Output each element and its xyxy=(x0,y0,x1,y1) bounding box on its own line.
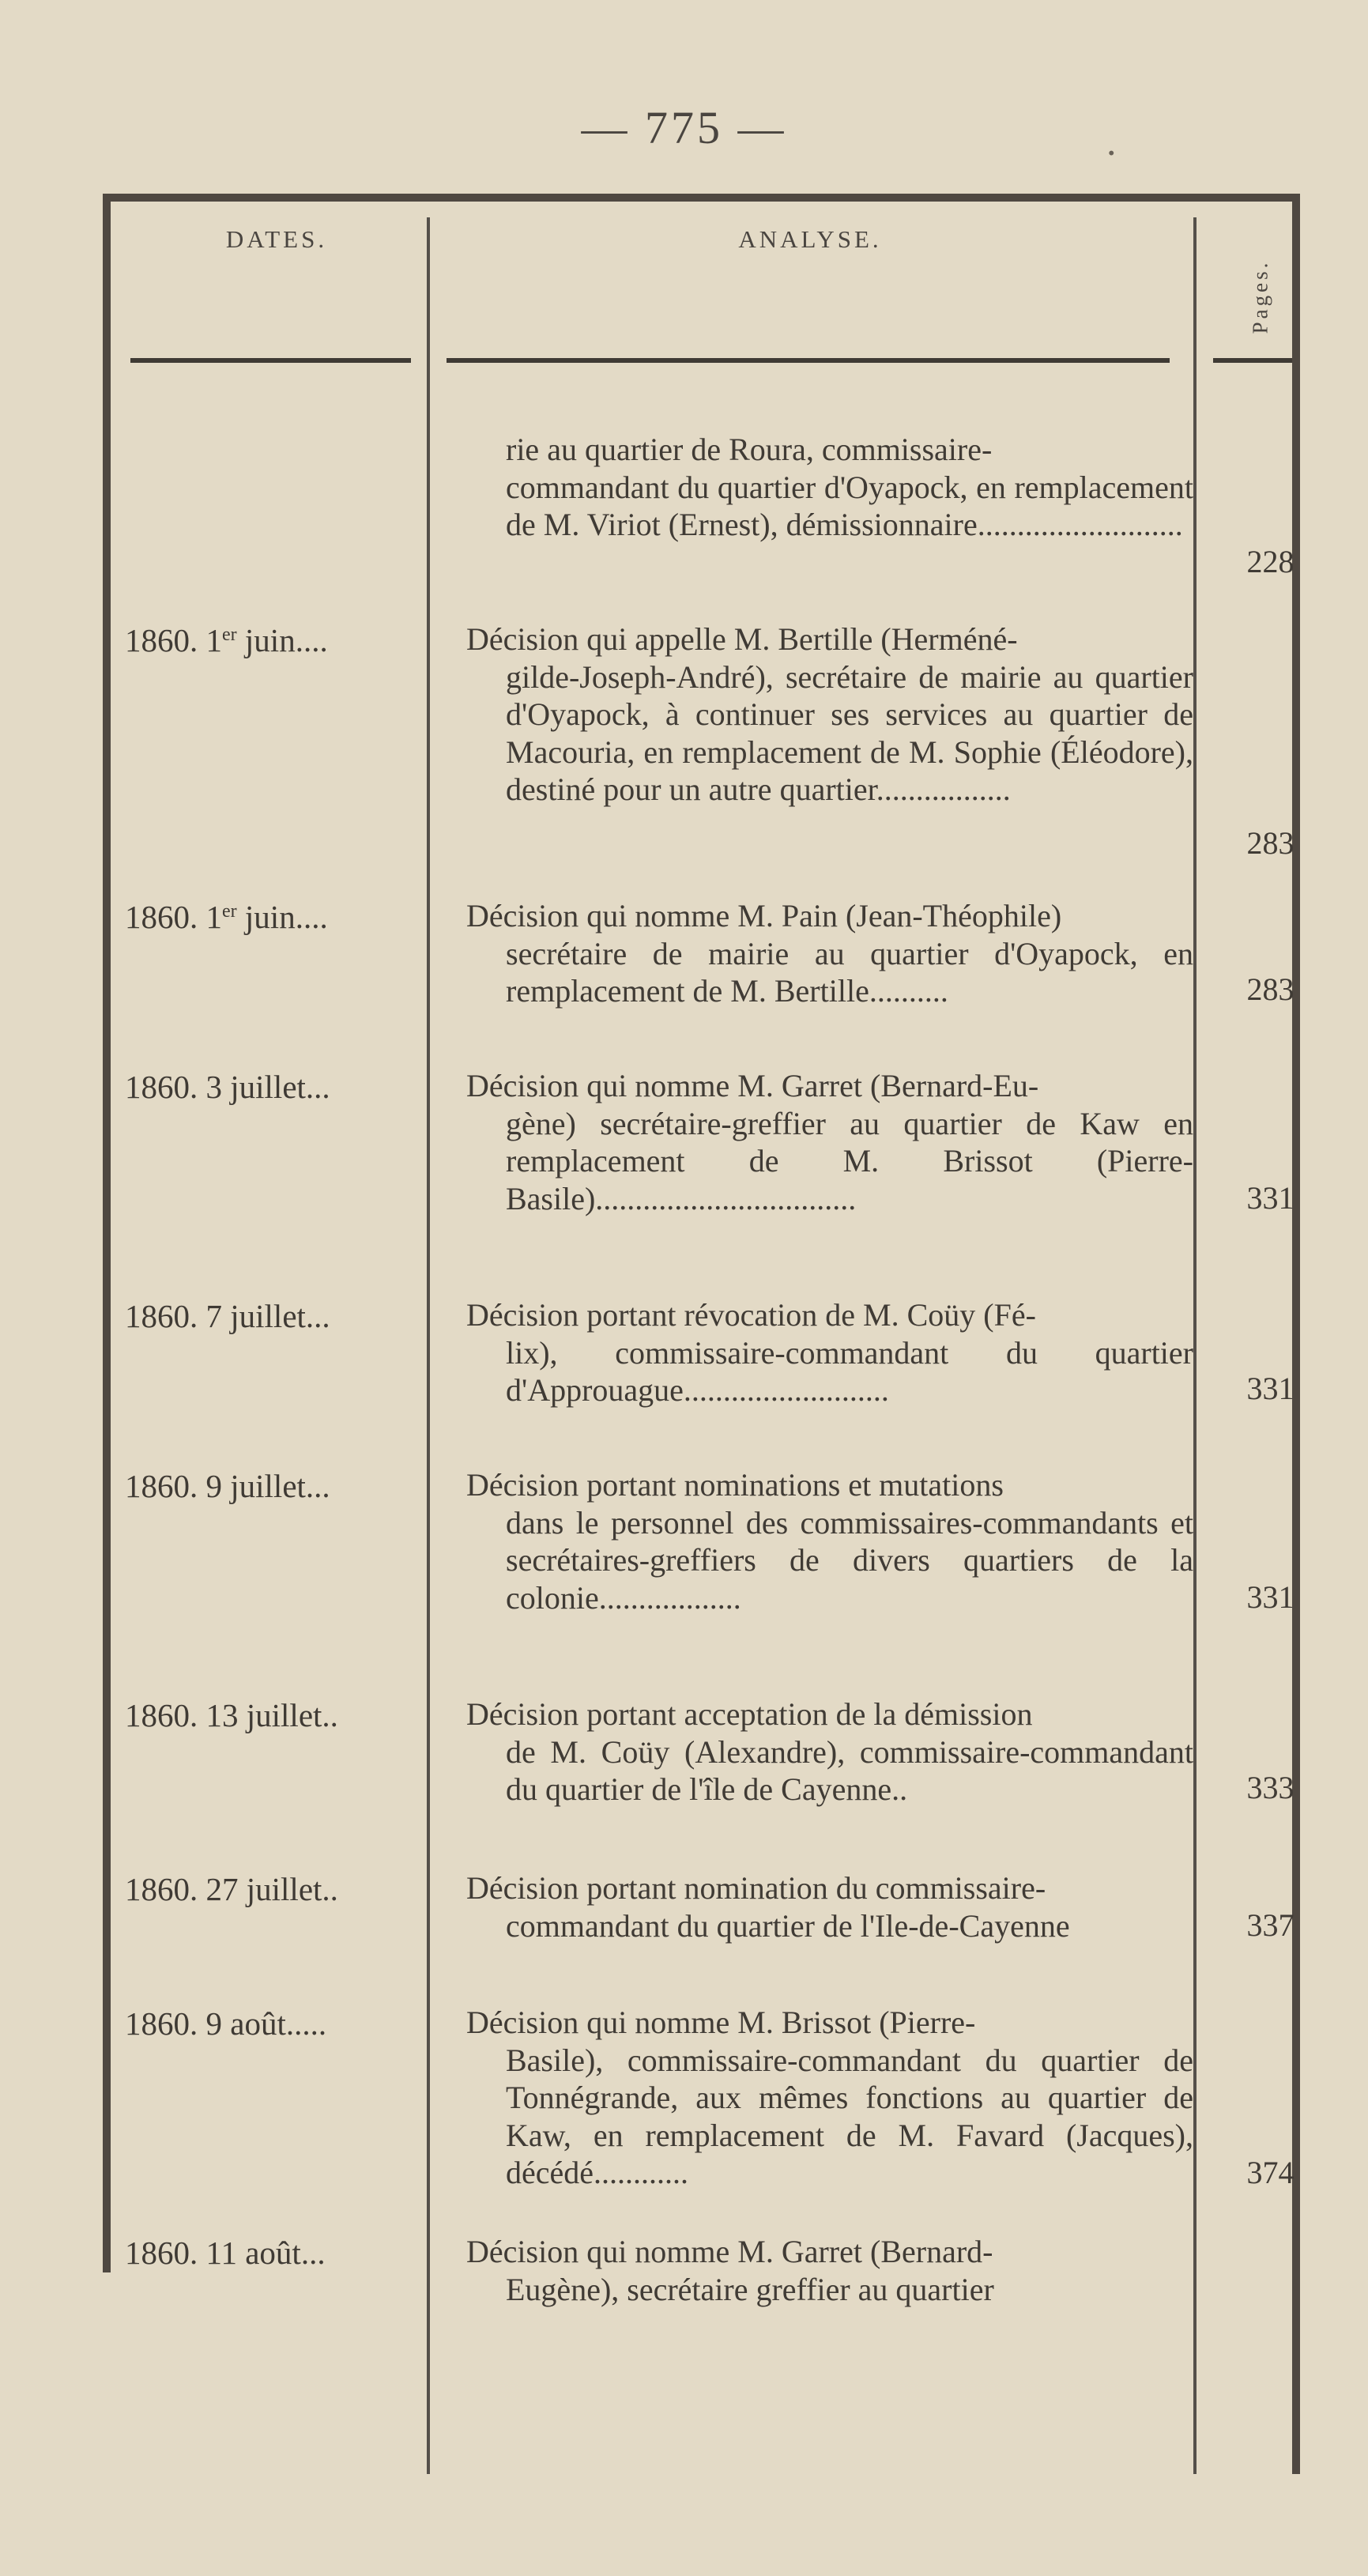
analysis-first-line: Décision portant nomination du commissaire- xyxy=(466,1870,1046,1906)
frame-left-rule xyxy=(103,194,111,2272)
date-day: 11 xyxy=(205,2235,237,2271)
page-ref: 333 xyxy=(1246,1770,1295,1805)
analysis-text: gilde-Joseph-André), secrétaire de mairie au quartier d'Oyapock, à continuer ses services au quartier de Macouria, en remplacement de M. Sophie (Éléodore), destiné pour un autre quartier................. xyxy=(506,658,1193,807)
header-rule-pages xyxy=(1213,358,1292,363)
date-month: juillet... xyxy=(230,1069,330,1105)
header-rule-dates xyxy=(130,358,411,363)
date-year: 1860. xyxy=(125,2005,198,2042)
analysis-text: commandant du quartier d'Oyapock, en remplacement de M. Viriot (Ernest), démissionnaire.......................... xyxy=(506,469,1193,542)
analysis-cell xyxy=(466,1466,1193,1616)
stray-mark: . xyxy=(1106,119,1117,164)
frame-right-rule xyxy=(1292,194,1300,2474)
analysis-first-line: Décision portant révocation de M. Coüy (Fé- xyxy=(466,1297,1036,1333)
analysis-first-line: Décision qui nomme M. Brissot (Pierre- xyxy=(466,2005,976,2040)
date-day: 1 xyxy=(205,622,222,658)
analysis-cell xyxy=(466,2004,1193,2192)
analysis-text: gène) secrétaire-greffier au quartier de Kaw en remplacement de M. Brissot (Pierre-Basile)................................. xyxy=(506,1105,1193,1216)
analysis-cell xyxy=(466,1695,1193,1808)
analysis-first-line: Décision qui nomme M. Garret (Bernard- xyxy=(466,2234,993,2269)
date-day: 1 xyxy=(205,899,222,935)
analysis-text: Eugène), secrétaire greffier au quartier xyxy=(506,2271,994,2307)
date-day: 9 xyxy=(205,2005,222,2042)
date-year: 1860. xyxy=(125,1468,198,1504)
date-day: 27 xyxy=(205,1871,239,1907)
date-year: 1860. xyxy=(125,622,198,658)
page-ref: 228 xyxy=(1246,544,1295,579)
date-day: 13 xyxy=(205,1697,239,1733)
date-day: 7 xyxy=(205,1298,222,1334)
analysis-first-line: Décision qui nomme M. Pain (Jean-Théophile) xyxy=(466,898,1062,933)
date-month: août... xyxy=(245,2235,326,2271)
analysis-first-line: Décision qui appelle M. Bertille (Herméné- xyxy=(466,621,1018,657)
analysis-text: commandant du quartier de l'Ile-de-Cayenne xyxy=(506,1907,1070,1944)
date-day: 3 xyxy=(205,1069,222,1105)
analysis-first-line: Décision portant nominations et mutations xyxy=(466,1467,1004,1503)
page-ref: 331 xyxy=(1246,1579,1295,1615)
analysis-first-line: rie au quartier de Roura, commissaire- xyxy=(506,432,993,467)
date-year: 1860. xyxy=(125,1871,198,1907)
header-analysis: ANALYSE. xyxy=(738,225,882,253)
page-ref: 337 xyxy=(1246,1907,1295,1943)
header-pages xyxy=(1213,225,1308,368)
analysis-cell xyxy=(466,620,1193,809)
page-number: — 775 — xyxy=(581,102,787,153)
analysis-first-line: Décision portant acceptation de la démission xyxy=(466,1696,1033,1732)
header-pages-label: Pages. xyxy=(1248,259,1272,334)
table-frame xyxy=(103,194,1300,2474)
analysis-text: Basile), commissaire-commandant du quartier de Tonnégrande, aux mêmes fonctions au quartier de Kaw, en remplacement de M. Favard (Jacques), décédé............ xyxy=(506,2042,1193,2190)
date-month: juillet.. xyxy=(246,1871,338,1907)
analysis-first-line: Décision qui nomme M. Garret (Bernard-Eu- xyxy=(466,1068,1039,1103)
analysis-text: de M. Coüy (Alexandre), commissaire-commandant du quartier de l'île de Cayenne.. xyxy=(506,1733,1193,1807)
analysis-text: secrétaire de mairie au quartier d'Oyapock, en remplacement de M. Bertille.......... xyxy=(506,935,1193,1009)
analysis-cell xyxy=(466,2233,1193,2308)
date-month: juin.... xyxy=(244,622,328,658)
analysis-cell xyxy=(466,431,1193,544)
date-sup: er xyxy=(222,624,237,645)
pages-column-rule xyxy=(1193,217,1197,2474)
date-year: 1860. xyxy=(125,2235,198,2271)
analysis-text: dans le personnel des commissaires-commandants et secrétaires-greffiers de divers quartiers de la colonie.................. xyxy=(506,1504,1193,1616)
page-ref: 331 xyxy=(1246,1180,1295,1216)
frame-top-rule xyxy=(103,194,1300,202)
date-month: juillet.. xyxy=(246,1697,338,1733)
date-month: juillet... xyxy=(230,1468,330,1504)
page-ref: 283 xyxy=(1246,971,1295,1007)
page-ref: 331 xyxy=(1246,1371,1295,1406)
page-ref: 283 xyxy=(1246,825,1295,861)
date-day: 9 xyxy=(205,1468,222,1504)
date-year: 1860. xyxy=(125,899,198,935)
date-month: août..... xyxy=(230,2005,327,2042)
header-dates: DATES. xyxy=(225,225,328,253)
header-rule-analysis xyxy=(447,358,1170,363)
analysis-cell xyxy=(466,897,1193,1010)
analysis-cell xyxy=(466,1067,1193,1217)
page-ref: 374 xyxy=(1246,2155,1295,2190)
date-year: 1860. xyxy=(125,1069,198,1105)
date-sup: er xyxy=(222,901,237,922)
analysis-cell xyxy=(466,1869,1193,1944)
analysis-cell xyxy=(466,1296,1193,1409)
date-month: juillet... xyxy=(230,1298,330,1334)
analysis-text: lix), commissaire-commandant du quartier d'Approuague.......................... xyxy=(506,1334,1193,1408)
dates-column-rule xyxy=(427,217,430,2474)
date-year: 1860. xyxy=(125,1697,198,1733)
date-month: juin.... xyxy=(244,899,328,935)
date-year: 1860. xyxy=(125,1298,198,1334)
